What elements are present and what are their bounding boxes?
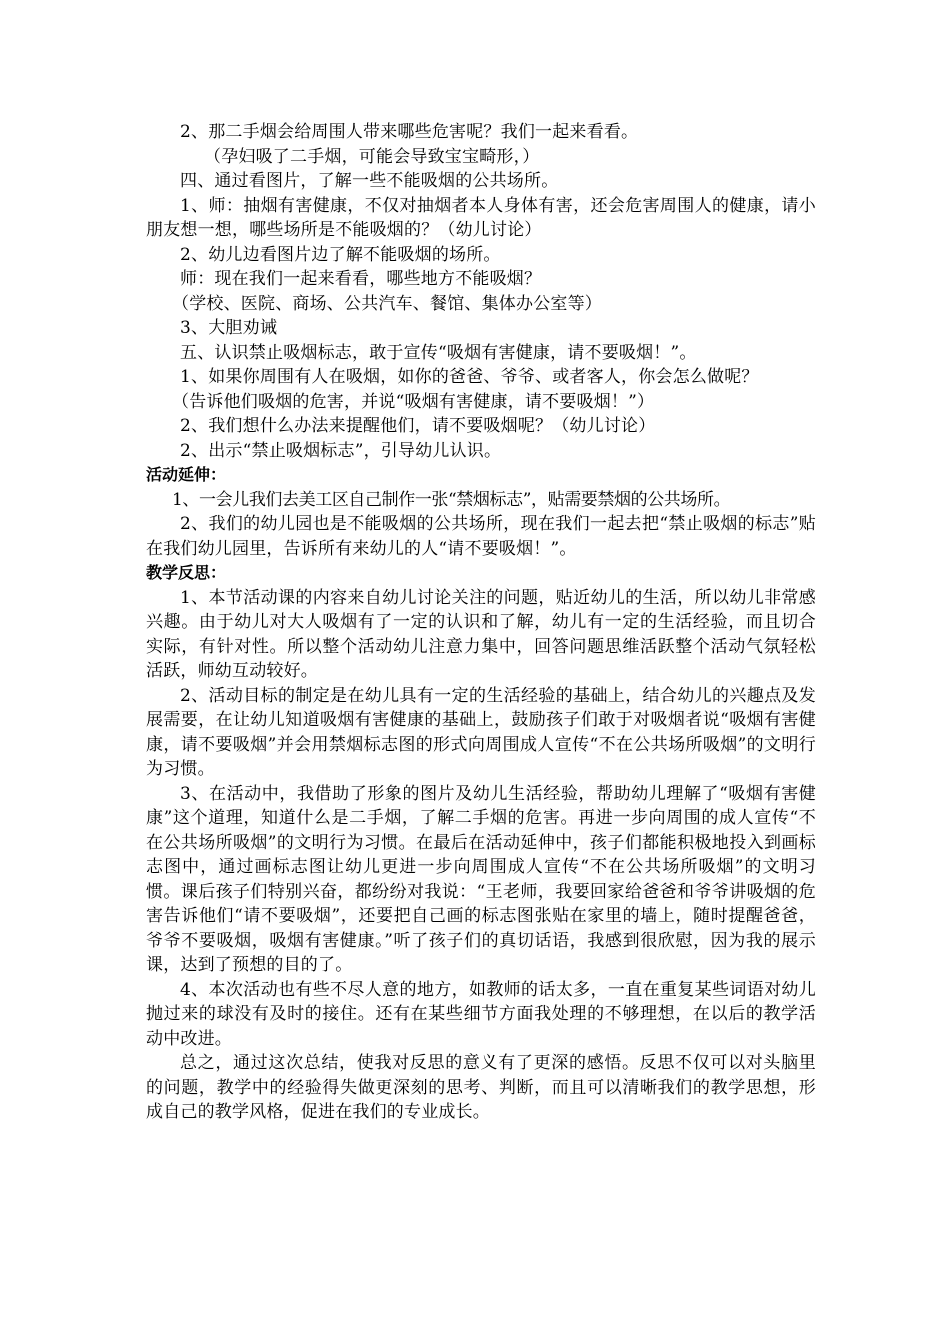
paragraph: 3、在活动中，我借助了形象的图片及幼儿生活经验，帮助幼儿理解了“吸烟有害健康”这个道理，知道什么是二手烟，了解二手烟的危害。再进一步向周围的成人宣传“不在公共场所吸烟”的文明行为习惯。在最后在活动延伸中，孩子们都能积极地投入到画标志图中，通过画标志图让幼儿更进一步向周围成人宣传“不在公共场所吸烟”的文明习惯。课后孩子们特别兴奋，都纷纷对我说：“王老师，我要回家给爸爸和爷爷讲吸烟的危害告诉他们“请不要吸烟”，还要把自己画的标志图张贴在家里的墙上，随时提醒爸爸，爷爷不要吸烟，吸烟有害健康。”听了孩子们的真切话语，我感到很欣慰，因为我的展示课，达到了预想的目的了。 [146, 783, 816, 975]
text-line: （告诉他们吸烟的危害，并说“吸烟有害健康，请不要吸烟！”） [172, 391, 655, 412]
text-line: 2、出示“禁止吸烟标志”，引导幼儿认识。 [180, 440, 502, 461]
paragraph: 1、一会儿我们去美工区自己制作一张“禁烟标志”，贴需要禁烟的公共场所。 [172, 489, 731, 510]
text-line: （孕妇吸了二手烟，可能会导致宝宝畸形，） [204, 146, 540, 167]
paragraph: 2、我们的幼儿园也是不能吸烟的公共场所，现在我们一起去把“禁止吸烟的标志”贴在我们幼儿园里，告诉所有来幼儿的人“请不要吸烟！”。 [146, 514, 816, 559]
section-heading-five: 五、认识禁止吸烟标志，敢于宣传“吸烟有害健康，请不要吸烟！”。 [180, 342, 697, 363]
paragraph: 1、师：抽烟有害健康，不仅对抽烟者本人身体有害，还会危害周围人的健康，请小朋友想一想，哪些场所是不能吸烟的？（幼儿讨论） [146, 195, 816, 240]
section-heading-four: 四、通过看图片，了解一些不能吸烟的公共场所。 [180, 171, 559, 191]
paragraph: 总之，通过这次总结，使我对反思的意义有了更深的感悟。反思不仅可以对头脑里的问题，教学中的经验得失做更深刻的思考、判断，而且可以清晰我们的教学思想，形成自己的教学风格，促进在我们的专业成长。 [146, 1053, 816, 1122]
extension-heading: 活动延伸： [146, 465, 227, 484]
document-body [146, 120, 816, 1125]
text-line: 师：现在我们一起来看看，哪些地方不能吸烟？ [180, 269, 542, 289]
paragraph: 4、本次活动也有些不尽人意的地方，如教师的话太多，一直在重复某些词语对幼儿抛过来的球没有及时的接住。还有在某些细节方面我处理的不够理想，在以后的教学活动中改进。 [146, 979, 816, 1049]
text-line: 2、我们想什么办法来提醒他们，请不要吸烟呢？（幼儿讨论） [180, 416, 656, 436]
paragraph: 1、本节活动课的内容来自幼儿讨论关注的问题，贴近幼儿的生活，所以幼儿非常感兴趣。由于幼儿对大人吸烟有了一定的认识和了解，幼儿有一定的生活经验，而且切合实际，有针对性。所以整个活动幼儿注意力集中，回答问题思维活跃整个活动气氛轻松活跃，师幼互动较好。 [146, 587, 816, 681]
reflection-heading: 教学反思： [146, 563, 227, 582]
text-line: 1、如果你周围有人在吸烟，如你的爸爸、爷爷、或者客人，你会怎么做呢？ [180, 367, 759, 387]
text-line: 3、大胆劝诫 [180, 318, 278, 338]
text-line: （学校、医院、商场、公共汽车、餐馆、集体办公室等） [172, 293, 602, 314]
text-line: 2、那二手烟会给周围人带来哪些危害呢？我们一起来看看。 [180, 122, 639, 142]
paragraph: 2、活动目标的制定是在幼儿具有一定的生活经验的基础上，结合幼儿的兴趣点及发展需要，在让幼儿知道吸烟有害健康的基础上，鼓励孩子们敢于对吸烟者说“吸烟有害健康，请不要吸烟”并会用禁烟标志图的形式向周围成人宣传“不在公共场所吸烟”的文明行为习惯。 [146, 685, 816, 779]
text-line: 2、幼儿边看图片边了解不能吸烟的场所。 [180, 244, 501, 265]
